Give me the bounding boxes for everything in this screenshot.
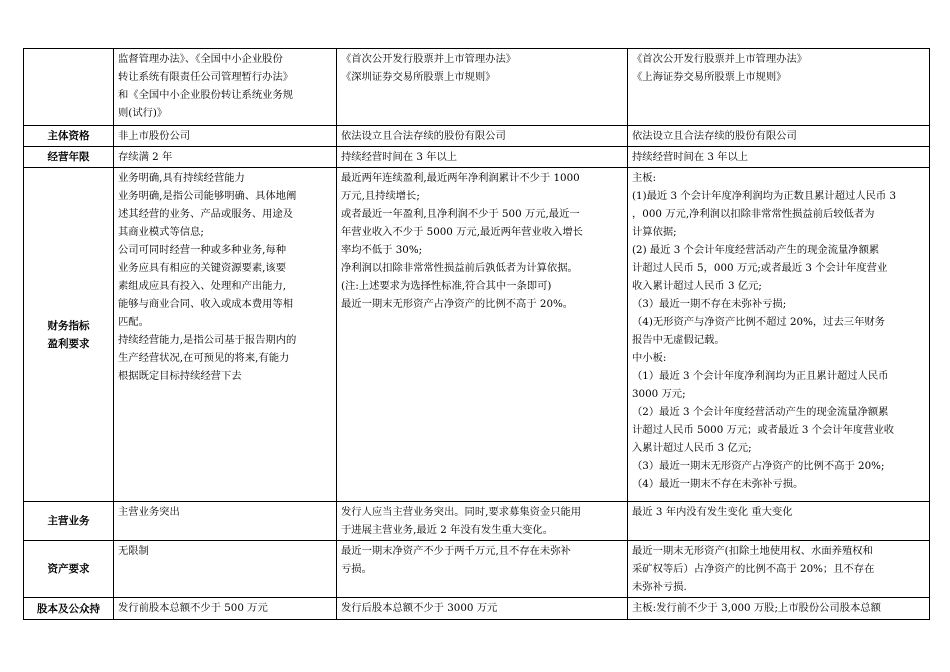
row-header (24, 598, 114, 620)
cell-text-line: （4)无形资产与净资产比例不超过 20%，过去三年财务 (632, 316, 885, 328)
cell-text-line: 匹配。 (118, 316, 149, 328)
listing-requirements-table (23, 48, 930, 620)
cell-text-line: 持续经营时间在 3 年以上 (341, 151, 458, 163)
szse-cell (337, 147, 628, 168)
financial-profit-row (24, 168, 930, 502)
cell-text-line: 3000 万元; (632, 388, 686, 400)
neeq-cell (114, 49, 337, 126)
cell-text-line: 转让系统有限责任公司管理暂行办法》 (118, 71, 294, 83)
sse-cell (628, 502, 930, 541)
cell-text-line: 则(试行)》 (118, 107, 168, 119)
cell-text-line: 万元,且持续增长; (341, 190, 420, 202)
neeq-cell (114, 147, 337, 168)
cell-text-line: 监督管理办法》、《全国中小企业股份 (118, 53, 283, 65)
row-header-line: 盈利要求 (47, 337, 90, 350)
cell-text-line: 非上市股份公司 (118, 130, 191, 142)
row-header-line: 主营业务 (47, 515, 90, 527)
cell-text-line: 根据既定目标持续经营下去 (118, 370, 242, 382)
cell-text-line: 年营业收入不少于 5000 万元,最近两年营业收入增长 (341, 226, 583, 238)
cell-text-line: 持续经营时间在 3 年以上 (632, 151, 749, 163)
cell-text-line: （2）最近 3 个会计年度经营活动产生的现金流量净额累 (632, 406, 889, 418)
row-header-line: 经营年限 (47, 151, 90, 163)
cell-text-line: (1)最近 3 个会计年度净利润均为正数且累计超过人民币 3 (632, 190, 897, 202)
szse-cell (337, 541, 628, 598)
cell-text-line: 生产经营状况,在可预见的将来,有能力 (118, 352, 290, 364)
sse-cell (628, 49, 930, 126)
share-capital-row (24, 598, 930, 620)
cell-text-line: 其商业模式等信息; (118, 226, 204, 238)
row-header (24, 126, 114, 147)
cell-text-line: 主营业务突出 (118, 506, 180, 518)
neeq-cell (114, 541, 337, 598)
cell-text-line: 计超过人民币 5，000 万元;或者最近 3 个会计年度营业 (632, 262, 888, 274)
cell-text-line: 最近一期末无形资产占净资产的比例不高于 20%。 (341, 298, 574, 310)
main-business-row (24, 502, 930, 541)
cell-text-line: 业务应具有相应的关键资源要素,该要 (118, 262, 287, 274)
neeq-cell (114, 598, 337, 620)
neeq-cell (114, 502, 337, 541)
szse-cell (337, 502, 628, 541)
sse-cell (628, 168, 930, 502)
row-header-line: 主体资格 (47, 130, 90, 142)
row-header (24, 147, 114, 168)
cell-text-line: （3）最近一期末无形资产占净资产的比例不高于 20%; (632, 460, 885, 472)
cell-text-line: 报告中无虚假记载。 (632, 334, 725, 346)
cell-text-line: 率均不低于 30%; (341, 244, 423, 256)
szse-cell (337, 49, 628, 126)
cell-text-line: (注:上述要求为选择性标准,符合其中一条即可) (341, 280, 552, 292)
cell-text-line: 存续满 2 年 (118, 151, 173, 163)
sse-cell (628, 598, 930, 620)
row-header (24, 49, 114, 126)
row-header (24, 541, 114, 598)
cell-text-line: 计算依据; (632, 226, 677, 238)
cell-text-line: 中小板: (632, 352, 667, 364)
cell-text-line: 计超过人民币 5000 万元；或者最近 3 个会计年度营业收 (632, 424, 895, 436)
cell-text-line: 未弥补亏损. (632, 581, 687, 593)
cell-text-line: 依法设立且合法存续的股份有限公司 (632, 130, 797, 142)
cell-text-line: 业务明确,具有持续经营能力 (118, 172, 245, 184)
szse-cell (337, 168, 628, 502)
cell-text-line: 依法设立且合法存续的股份有限公司 (341, 130, 506, 142)
cell-text-line: ，000 万元,净利润以扣除非常常性损益前后较低者为 (632, 208, 875, 220)
cell-text-line: （4）最近一期末不存在未弥补亏损。 (632, 478, 804, 490)
cell-text-line: 和《全国中小企业股份转让系统业务规 (118, 89, 294, 101)
cell-text-line: 述其经营的业务、产品或服务、用途及 (118, 208, 294, 220)
cell-text-line: 素组成应具有投入、处理和产出能力, (118, 280, 287, 292)
operating-years-row (24, 147, 930, 168)
szse-cell (337, 598, 628, 620)
cell-text-line: 最近一期末无形资产(扣除土地使用权、水面养殖权和 (632, 545, 873, 557)
cell-text-line: (2) 最近 3 个会计年度经营活动产生的现金流量净额累 (632, 244, 880, 256)
cell-text-line: 《首次公开发行股票并上市管理办法》 (632, 53, 808, 65)
cell-text-line: 主板: (632, 172, 657, 184)
neeq-cell (114, 168, 337, 502)
cell-text-line: 发行人应当主营业务突出。同时,要求募集资金只能用 (341, 506, 582, 518)
asset-requirement-row (24, 541, 930, 598)
cell-text-line: （1）最近 3 个会计年度净利润均为正且累计超过人民币 (632, 370, 889, 382)
row-header (24, 168, 114, 502)
cell-text-line: 《上海证券交易所股票上市规则》 (632, 71, 787, 83)
cell-text-line: 持续经营能力,是指公司基于报告期内的 (118, 334, 297, 346)
row-header-line: 财务指标 (47, 319, 90, 332)
cell-text-line: 发行前股本总额不少于 500 万元 (118, 602, 268, 614)
row-header-line: 资产要求 (47, 563, 90, 575)
cell-text-line: （3）最近一期不存在未弥补亏损; (632, 298, 787, 310)
subject-qualification-row (24, 126, 930, 147)
neeq-cell (114, 126, 337, 147)
cell-text-line: 主板:发行前不少于 3,000 万股;上市股份公司股本总额 (632, 602, 881, 614)
cell-text-line: 或者最近一年盈利,且净利润不少于 500 万元,最近一 (341, 208, 580, 220)
cell-text-line: 最近一期末净资产不少于两千万元,且不存在未弥补 (341, 545, 571, 557)
szse-cell (337, 126, 628, 147)
cell-text-line: 《深圳证券交易所股票上市规则》 (341, 71, 496, 83)
cell-text-line: 入累计超过人民币 3 亿元; (632, 442, 752, 454)
row-header-line: 股本及公众持 (37, 602, 100, 615)
cell-text-line: 亏损。 (341, 563, 372, 575)
row-header (24, 502, 114, 541)
cell-text-line: 发行后股本总额不少于 3000 万元 (341, 602, 498, 614)
cell-text-line: 业务明确,是指公司能够明确、具体地阐 (118, 190, 297, 202)
sse-cell (628, 126, 930, 147)
cell-text-line: 采矿权等后）占净资产的比例不高于 20%；且不存在 (632, 563, 875, 575)
cell-text-line: 最近 3 年内没有发生变化 重大变化 (632, 506, 793, 518)
sse-cell (628, 147, 930, 168)
cell-text-line: 净利润以扣除非常常性损益前后孰低者为计算依据。 (341, 262, 578, 274)
cell-text-line: 《首次公开发行股票并上市管理办法》 (341, 53, 517, 65)
cell-text-line: 于进展主营业务,最近 2 年没有发生重大变化。 (341, 524, 554, 536)
cell-text-line: 无限制 (118, 545, 149, 557)
cell-text-line: 公司可同时经营一种或多种业务,每种 (118, 244, 287, 256)
sse-cell (628, 541, 930, 598)
cell-text-line: 最近两年连续盈利,最近两年净利润累计不少于 1000 (341, 172, 580, 184)
cell-text-line: 能够与商业合同、收入或成本费用等相 (118, 298, 294, 310)
governing-rules-row (24, 49, 930, 126)
cell-text-line: 收入累计超过人民币 3 亿元; (632, 280, 762, 292)
